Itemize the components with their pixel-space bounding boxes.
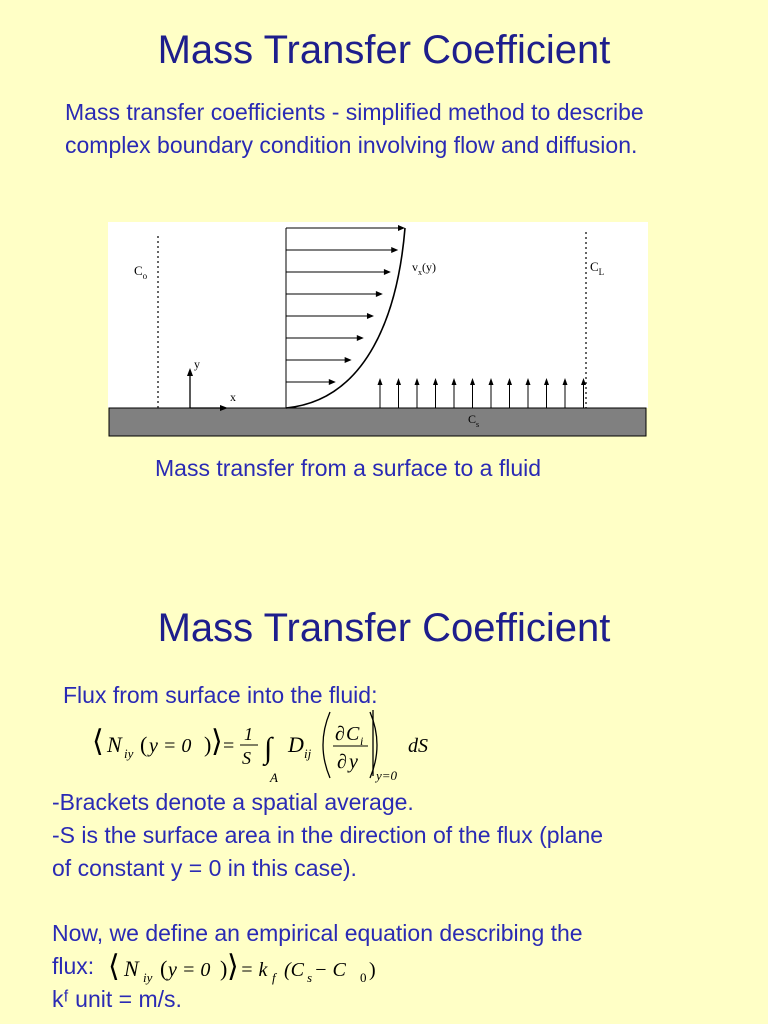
flux-average-equation: [92, 706, 452, 788]
eq2-sub-f: f: [272, 970, 276, 985]
eq1-sub-ij: ij: [304, 746, 312, 761]
eq1-evaluation-point: y=0: [376, 768, 398, 783]
eq2-left-angle-bracket: ⟨: [108, 950, 120, 983]
define-line-2: flux:: [52, 953, 95, 979]
eq1-arg: y = 0: [149, 735, 192, 757]
eq2-right-angle-bracket: ⟩: [227, 950, 239, 983]
eq2-close-paren: ): [220, 956, 228, 981]
y-axis-label: y: [194, 357, 200, 371]
mass-transfer-diagram: [108, 222, 648, 438]
eq1-numerator: 1: [244, 724, 253, 744]
solid-surface: [109, 408, 646, 436]
eq1-D: D: [288, 732, 304, 757]
eq1-dS: dS: [408, 735, 428, 757]
eq1-big-left-paren: [323, 712, 330, 778]
x-axis-label: x: [230, 390, 236, 404]
eq1-open-paren: (: [140, 732, 148, 757]
eq1-y: y: [349, 751, 358, 773]
empirical-flux-equation: [108, 946, 408, 994]
eq2-arg: y = 0: [168, 959, 211, 981]
slide1-title: Mass Transfer Coefficient: [157, 28, 611, 72]
eq1-N: N: [107, 732, 122, 757]
eq1-equals: =: [223, 735, 235, 757]
note-surface-line-2: of constant y = 0 in this case).: [52, 855, 357, 881]
eq2-rhs-k: = k: [240, 959, 268, 981]
eq1-sub-i: i: [360, 734, 364, 748]
slide1-intro: [65, 96, 644, 162]
eq1-partial-top: ∂: [335, 723, 345, 745]
intro-line-2: complex boundary condition involving flow and diffusion.: [65, 132, 638, 158]
eq2-open-paren: (: [160, 956, 168, 981]
slide2-title: Mass Transfer Coefficient: [157, 606, 611, 650]
note-surface-line-1: -S is the surface area in the direction of the flux (plane: [52, 822, 604, 848]
cs-label: $C_s$: [468, 412, 480, 429]
eq2-minus-C: − C: [314, 959, 346, 981]
kf-unit-line: kᶠ unit = m/s.: [52, 986, 182, 1012]
flux-heading: Flux from surface into the fluid:: [63, 682, 378, 708]
eq2-sub-s: s: [307, 970, 313, 985]
eq2-sub-0: 0: [360, 970, 367, 985]
spacer: [52, 885, 603, 917]
eq2-close: ): [369, 959, 376, 981]
define-line-1: Now, we define an empirical equation describing the: [52, 920, 583, 946]
eq1-C: C: [346, 723, 360, 745]
note-brackets: -Brackets denote a spatial average.: [52, 789, 414, 815]
eq2-paren-C: (C: [284, 959, 304, 981]
eq1-partial-bottom: ∂: [337, 751, 347, 773]
eq1-sub-iy: iy: [124, 746, 134, 761]
diagram-caption: Mass transfer from a surface to a fluid: [155, 455, 542, 481]
eq1-close-paren: ): [204, 732, 212, 757]
cl-label: $C_L$: [590, 259, 605, 277]
c0-label: $C_o$: [134, 263, 148, 281]
eq1-denominator: S: [242, 748, 251, 768]
vx-label: $v_x(y)$: [412, 260, 436, 277]
eq1-region-A: A: [270, 770, 278, 785]
left-angle-bracket: ⟨: [92, 725, 104, 758]
eq2-N: N: [124, 956, 139, 981]
integral-sign: ∫: [264, 732, 273, 765]
eq2-sub-iy: iy: [143, 970, 153, 985]
right-angle-bracket: ⟩: [211, 725, 223, 758]
intro-line-1: Mass transfer coefficients - simplified method to describe: [65, 99, 644, 125]
